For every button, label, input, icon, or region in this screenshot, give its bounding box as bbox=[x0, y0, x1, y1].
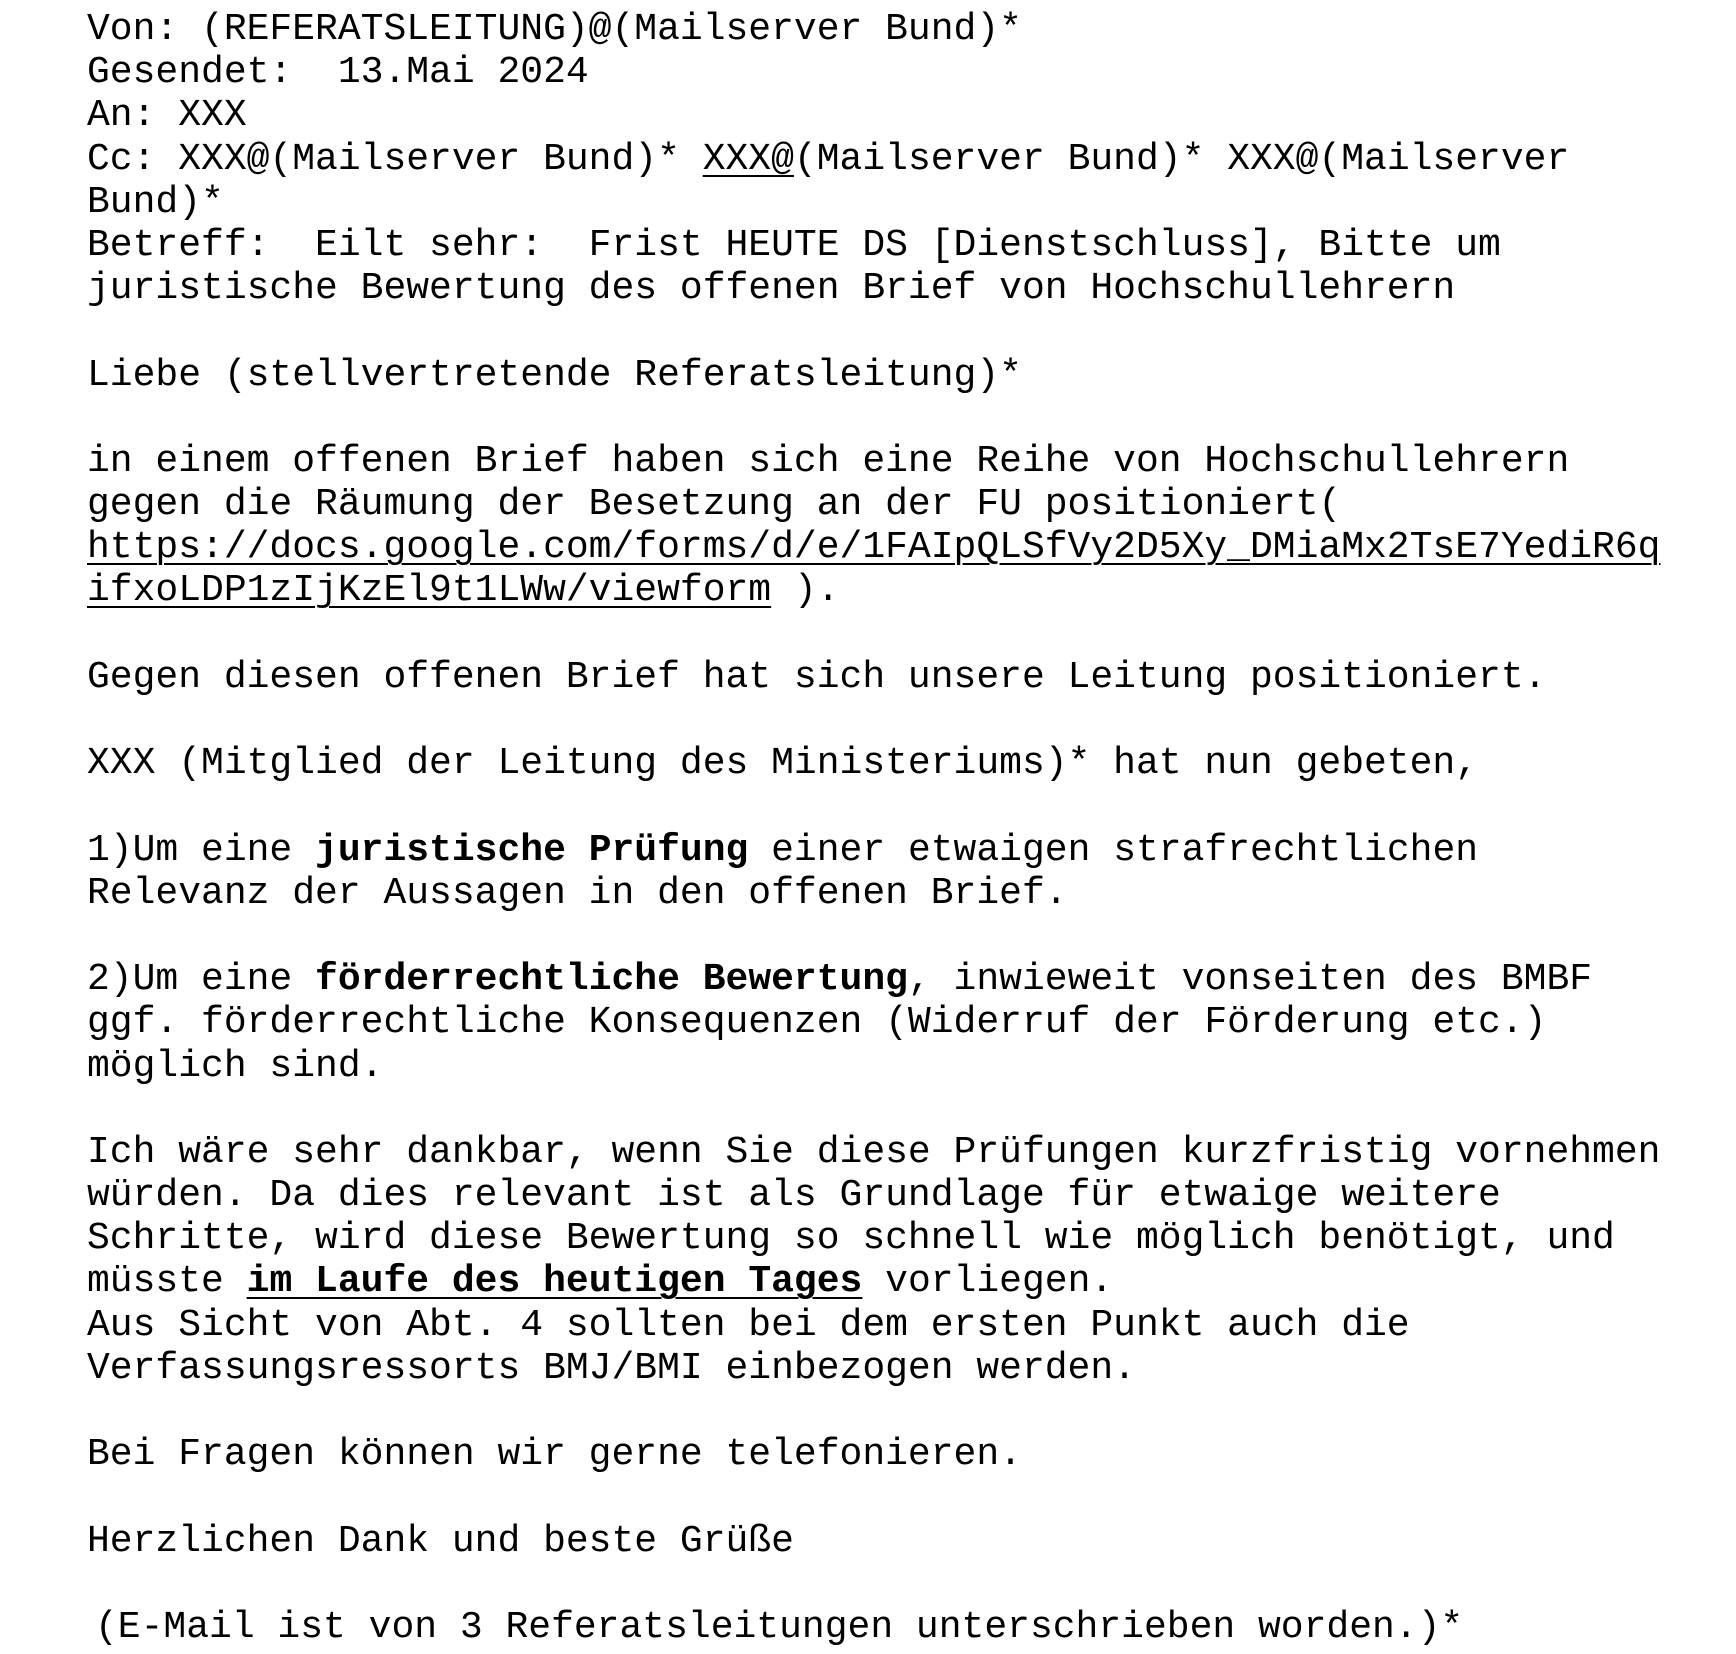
email-document bbox=[87, 8, 1727, 1649]
header-sent: Gesendet: 13.Mai 2024 bbox=[87, 51, 589, 95]
header-subject: Betreff: Eilt sehr: Frist HEUTE DS [Dienstschluss], Bitte um bbox=[87, 223, 1501, 267]
blank-line bbox=[87, 1088, 1727, 1131]
paragraph-1-line-2: gegen die Räumung der Besetzung an der FU positioniert( bbox=[87, 483, 1342, 527]
list-item-1 bbox=[87, 829, 1727, 872]
paragraph-5: Bei Fragen können wir gerne telefonieren. bbox=[87, 1433, 1022, 1477]
blank-line bbox=[87, 1390, 1727, 1433]
paragraph-4-line-1: Ich wäre sehr dankbar, wenn Sie diese Prüfungen kurzfristig vornehmen bbox=[87, 1130, 1661, 1174]
p4-line4-suffix: vorliegen. bbox=[862, 1260, 1114, 1304]
list-item-2-continued: ggf. förderrechtliche Konsequenzen (Widerruf der Förderung etc.) bbox=[87, 1001, 1547, 1045]
deadline-emphasis: im Laufe des heutigen Tages bbox=[246, 1260, 863, 1304]
list-item-2 bbox=[87, 958, 1727, 1001]
blank-line bbox=[87, 699, 1727, 742]
paragraph-4-line-6: Verfassungsressorts BMJ/BMI einbezogen werden. bbox=[87, 1346, 1136, 1390]
item-1-bold: juristische Prüfung bbox=[315, 828, 749, 872]
paragraph-1-line-1: in einem offenen Brief haben sich eine Reihe von Hochschullehrern bbox=[87, 439, 1570, 483]
header-from: Von: (REFERATSLEITUNG)@(Mailserver Bund)* bbox=[87, 8, 1022, 51]
google-forms-link[interactable]: https://docs.google.com/forms/d/e/1FAIpQLSfVy2D5Xy_DMiaMx2TsE7YediR6q bbox=[87, 526, 1661, 570]
cc-suffix: (Mailserver Bund)* XXX@(Mailserver bbox=[793, 137, 1570, 181]
paragraph-3: XXX (Mitglied der Leitung des Ministeriums)* hat nun gebeten, bbox=[87, 742, 1479, 786]
header-subject-continued: juristische Bewertung des offenen Brief von Hochschullehrern bbox=[87, 267, 1456, 311]
item-1-prefix: 1)Um eine bbox=[87, 828, 316, 872]
paragraph-4-line-3: Schritte, wird diese Bewertung so schnell wie möglich benötigt, und bbox=[87, 1217, 1615, 1261]
p4-line4-prefix: müsste bbox=[87, 1260, 247, 1304]
greeting: Liebe (stellvertretende Referatsleitung)* bbox=[87, 353, 1022, 397]
paragraph-4-line-4 bbox=[87, 1260, 1727, 1303]
header-to: An: XXX bbox=[87, 94, 247, 138]
header-cc bbox=[87, 138, 1727, 181]
signature-note: (E-Mail ist von 3 Referatsleitungen unterschrieben worden.)* bbox=[95, 1605, 1464, 1649]
blank-line bbox=[87, 785, 1727, 828]
blank-line bbox=[87, 613, 1727, 656]
list-item-2-continued-2: möglich sind. bbox=[87, 1044, 384, 1088]
paragraph-2: Gegen diesen offenen Brief hat sich unsere Leitung positioniert. bbox=[87, 655, 1547, 699]
item-1-suffix: einer etwaigen strafrechtlichen bbox=[748, 828, 1479, 872]
blank-line bbox=[87, 397, 1727, 440]
google-forms-link-continued[interactable]: ifxoLDP1zIjKzEl9t1LWw/viewform bbox=[87, 569, 772, 613]
item-2-bold: förderrechtliche Bewertung bbox=[315, 958, 908, 1002]
list-item-1-continued: Relevanz der Aussagen in den offenen Brief. bbox=[87, 871, 1068, 915]
header-cc-continued: Bund)* bbox=[87, 180, 224, 224]
paragraph-1-link-line-2 bbox=[87, 569, 1727, 612]
item-2-prefix: 2)Um eine bbox=[87, 958, 316, 1002]
cc-prefix: Cc: XXX@(Mailserver Bund)* bbox=[87, 137, 703, 181]
blank-line bbox=[87, 1476, 1727, 1519]
paragraph-4-line-2: würden. Da dies relevant ist als Grundlage für etwaige weitere bbox=[87, 1174, 1501, 1218]
blank-line bbox=[87, 1563, 1727, 1606]
paragraph-1-link-line-1 bbox=[87, 526, 1727, 569]
blank-line bbox=[87, 915, 1727, 958]
paragraph-4-line-5: Aus Sicht von Abt. 4 sollten bei dem ersten Punkt auch die bbox=[87, 1303, 1410, 1347]
link-closing-paren: ). bbox=[771, 569, 840, 613]
closing: Herzlichen Dank und beste Grüße bbox=[87, 1519, 794, 1563]
cc-underlined-address: XXX@ bbox=[702, 137, 794, 181]
blank-line bbox=[87, 310, 1727, 353]
item-2-suffix: , inwieweit vonseiten des BMBF bbox=[907, 958, 1593, 1002]
